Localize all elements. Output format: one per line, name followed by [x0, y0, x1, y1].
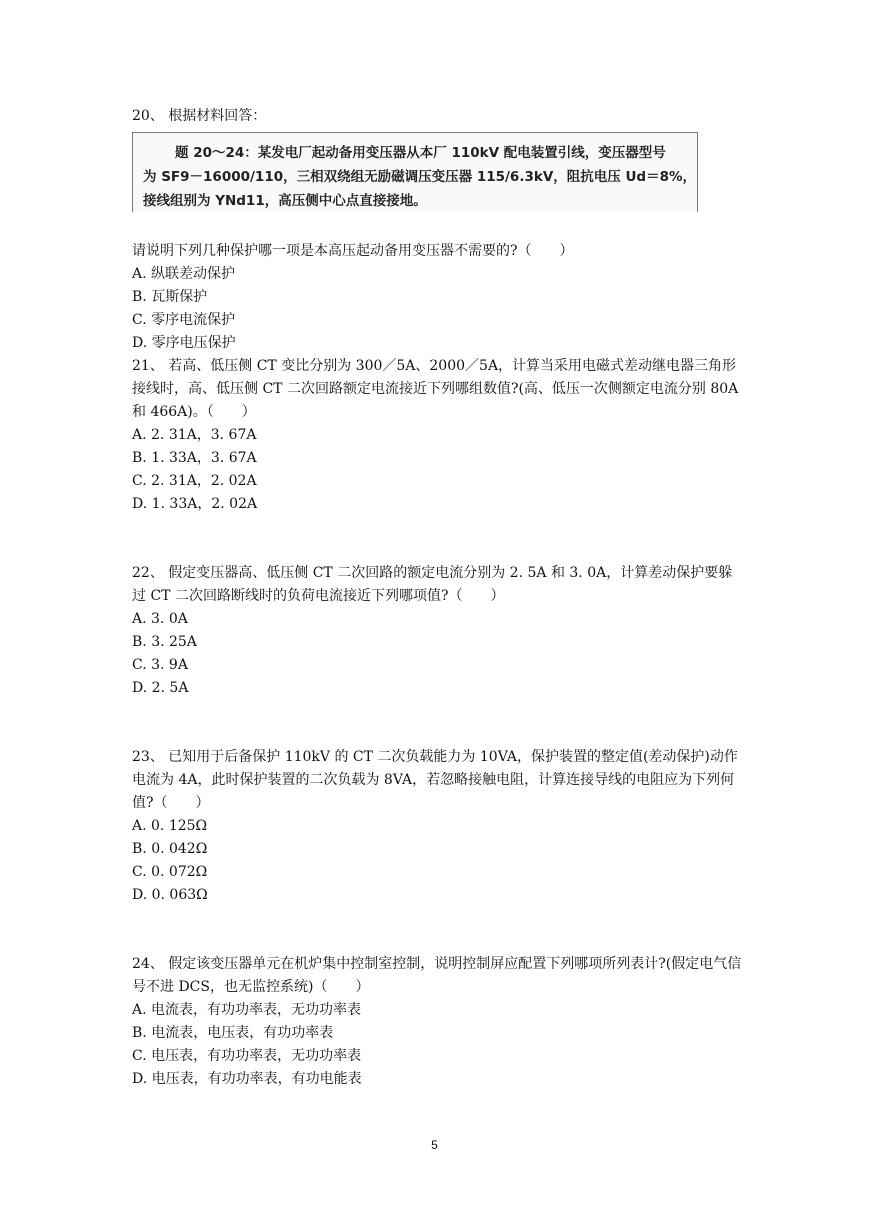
option-c: C. 2. 31A，2. 02A	[132, 473, 257, 489]
option-b: B. 0. 042Ω	[132, 841, 208, 857]
page-number: 5	[431, 1138, 438, 1152]
question-24	[132, 953, 742, 1091]
option-c: C. 0. 072Ω	[132, 864, 208, 880]
option-d: D. 2. 5A	[132, 680, 189, 696]
option-a: A. 2. 31A，3. 67A	[132, 427, 257, 443]
option-a: A. 纵联差动保护	[132, 266, 236, 282]
option-b: B. 3. 25A	[132, 634, 197, 650]
option-c: C. 电压表，有功功率表，无功功率表	[132, 1048, 362, 1064]
material-line-1: 题 20～24：某发电厂起动备用变压器从本厂 110kV 配电装置引线，变压器型号	[175, 145, 666, 161]
option-b: B. 电流表，电压表，有功功率表	[132, 1025, 334, 1041]
option-a: A. 电流表，有功功率表，无功功率表	[132, 1002, 362, 1018]
option-a: A. 3. 0A	[132, 611, 188, 627]
question-group-intro: 20、 根据材料回答：	[132, 108, 267, 124]
question-20	[132, 240, 742, 355]
question-23	[132, 746, 742, 907]
question-stem: 21、 若高、低压侧 CT 变比分别为 300／5A、2000／5A，计算当采用电磁式差动继电器三角形接线时，高、低压侧 CT 二次回路额定电流接近下列哪组数值?(高、低压一次侧额定电流分别 80A 和 466A)。（ ）	[132, 358, 739, 420]
question-stem: 请说明下列几种保护哪一项是本高压起动备用变压器不需要的?（ ）	[132, 243, 574, 259]
material-line-3: 接线组别为 YNd11，高压侧中心点直接接地。	[143, 193, 427, 209]
option-c: C. 3. 9A	[132, 657, 188, 673]
material-line-2: 为 SF9－16000/110，三相双绕组无励磁调压变压器 115/6.3kV，阻抗电压 Ud＝8%，	[143, 169, 697, 185]
option-c: C. 零序电流保护	[132, 312, 236, 328]
question-stem: 24、 假定该变压器单元在机炉集中控制室控制，说明控制屏应配置下列哪项所列表计?(假定电气信号不进 DCS，也无监控系统)（ ）	[132, 956, 742, 995]
material-excerpt-image	[132, 132, 698, 212]
option-d: D. 1. 33A，2. 02A	[132, 496, 258, 512]
option-d: D. 零序电压保护	[132, 335, 236, 351]
option-d: D. 0. 063Ω	[132, 887, 208, 903]
question-21	[132, 355, 742, 516]
option-a: A. 0. 125Ω	[132, 818, 208, 834]
question-stem: 22、 假定变压器高、低压侧 CT 二次回路的额定电流分别为 2. 5A 和 3. 0A，计算差动保护要躲过 CT 二次回路断线时的负荷电流接近下列哪项值?（ ）	[132, 565, 733, 604]
option-d: D. 电压表，有功功率表，有功电能表	[132, 1071, 362, 1087]
question-stem: 23、 已知用于后备保护 110kV 的 CT 二次负载能力为 10VA，保护装置的整定值(差动保护)动作电流为 4A，此时保护装置的二次负载为 8VA，若忽略接触电阻，计算连接导线的电阻应为下列何值?（ ）	[132, 749, 738, 811]
option-b: B. 瓦斯保护	[132, 289, 208, 305]
question-list	[132, 240, 742, 1091]
option-b: B. 1. 33A，3. 67A	[132, 450, 257, 466]
question-22	[132, 562, 742, 700]
